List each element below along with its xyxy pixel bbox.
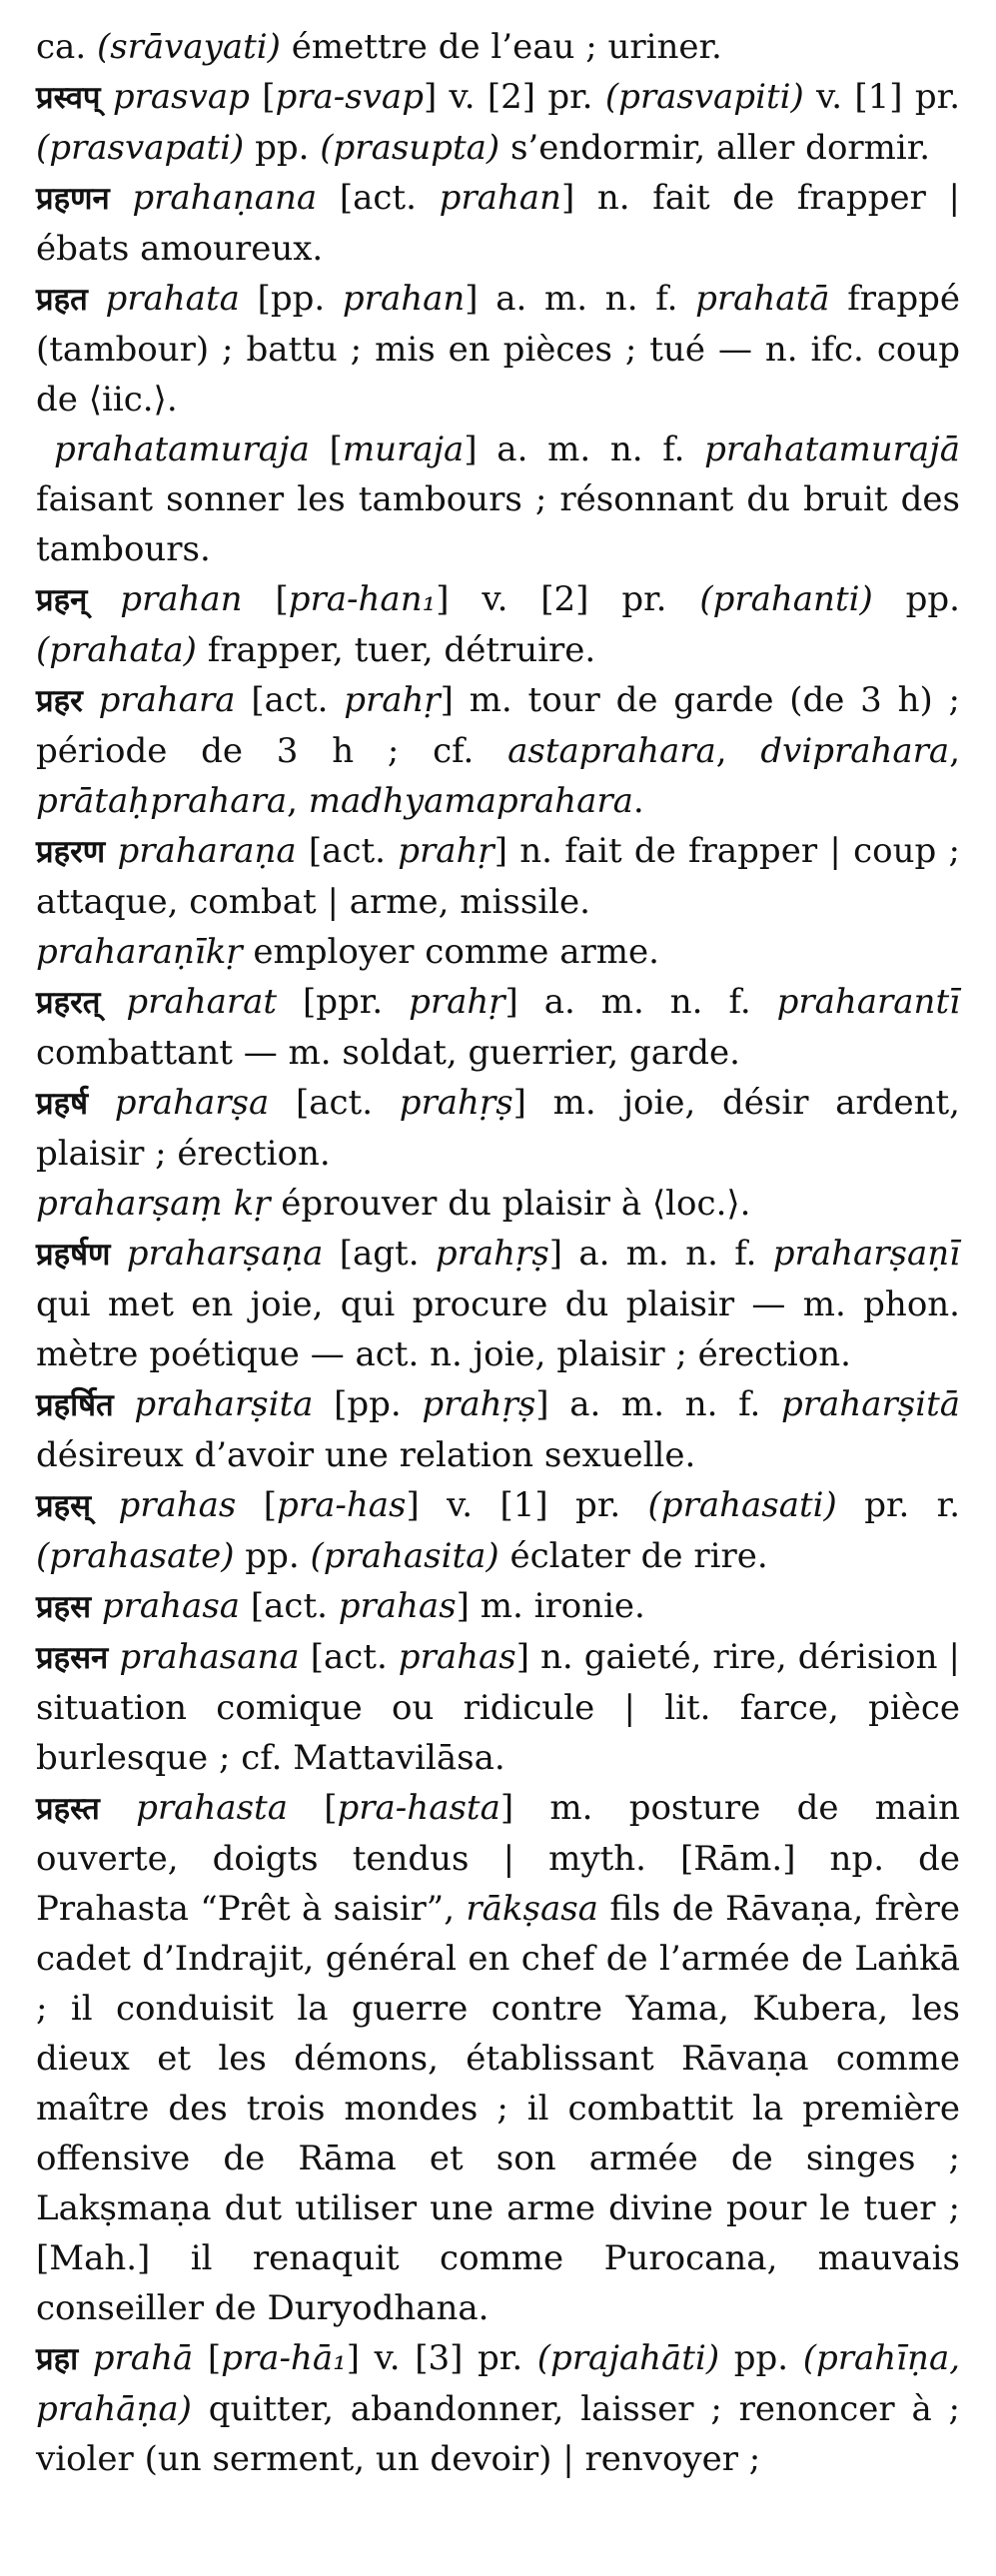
dictionary-entry: [36, 1783, 960, 2333]
italic-text: prahatamuraja: [54, 429, 310, 469]
italic-text: praharṣita: [134, 1384, 314, 1424]
headword-devanagari: प्रहरत्: [36, 985, 101, 1021]
entry-text: désireux d’avoir une relation sexuelle.: [36, 1435, 696, 1475]
headword-devanagari: प्रहत: [36, 282, 88, 318]
entry-text: pr. r.: [836, 1485, 961, 1525]
entry-text: [act.: [235, 680, 345, 720]
entry-text: quitter, abandonner, laisser ; renoncer à ; violer (un serment, un devoir) | renvoyer ;: [36, 2389, 960, 2479]
dictionary-entry: [36, 1179, 960, 1229]
italic-text: prahan: [342, 279, 466, 319]
dictionary-entry: [36, 1379, 960, 1480]
italic-text: prahan: [120, 579, 243, 619]
italic-text: prahṛ: [409, 982, 505, 1022]
italic-text: praharaṇīkṛ: [36, 932, 243, 972]
entry-text: [act.: [269, 1083, 400, 1123]
entry-text: [110, 1234, 126, 1274]
italic-text: prahṛṣ: [422, 1384, 536, 1424]
italic-text: muraja: [342, 429, 465, 469]
entry-text: ] n. fait de frapper | ébats amoureux.: [36, 178, 960, 269]
italic-text: prahā: [92, 2338, 194, 2378]
italic-text: (prajahāti): [536, 2338, 720, 2378]
italic-text: madhyamaprahara: [308, 781, 633, 821]
italic-text: prahan: [439, 178, 561, 218]
entry-text: ] m. posture de main ouverte, doigts tendus | myth. [Rām.] np. de Prahasta “Prêt à saisir”,: [36, 1788, 961, 1929]
headword-devanagari: प्रहरण: [36, 834, 106, 870]
dictionary-entry: [36, 927, 960, 977]
italic-text: pra-has: [277, 1485, 407, 1525]
italic-text: (prahīṇa, prahāṇa): [36, 2338, 961, 2429]
entry-text: fils de Rāvaṇa, frère cadet d’Indrajit, général en chef de l’armée de Laṅkā ; il conduisit la guerre contre Yama, Kubera, les dieux et les démons, établissant Rāvaṇa comme maître des trois mondes ; il combattit la première offensive de Rāma et son armée de singes ; Lakṣmaṇa dut utiliser une arme divine pour le tuer ; [Mah.] il renaquit comme Purocana, mauvais conseiller de Duryodhana.: [36, 1889, 960, 2328]
entry-text: faisant sonner les tambours ; résonnant du bruit des tambours.: [36, 479, 960, 569]
dictionary-entry: [36, 1229, 960, 1379]
entry-text: [act.: [317, 178, 440, 218]
entry-text: .: [632, 781, 644, 821]
dictionary-entry: [36, 2333, 960, 2484]
entry-text: ] n. fait de frapper | coup ; attaque, combat | arme, missile.: [36, 831, 960, 922]
dictionary-entry: [36, 1632, 960, 1783]
italic-text: (prasupta): [320, 128, 500, 168]
entry-text: [91, 1586, 102, 1626]
entry-text: pp.: [872, 579, 960, 619]
italic-text: prahasta: [136, 1788, 288, 1828]
italic-text: prahata: [105, 279, 240, 319]
entry-text: [act.: [299, 1637, 399, 1677]
dictionary-entry: [36, 977, 960, 1078]
italic-text: (prahasate): [36, 1536, 235, 1576]
italic-text: prahṛṣ: [399, 1083, 513, 1123]
italic-text: (prahanti): [699, 579, 873, 619]
headword-devanagari: प्रस्वप्: [36, 80, 101, 116]
entry-text: [100, 982, 126, 1022]
entry-text: [114, 1384, 135, 1424]
entry-text: [pp.: [239, 279, 343, 319]
entry-text: ] m. joie, désir ardent, plaisir ; érection.: [36, 1083, 960, 1174]
entry-text: [78, 2338, 93, 2378]
dictionary-entry: [36, 173, 960, 274]
entry-text: ] v. [3] pr.: [346, 2338, 537, 2378]
italic-text: praharantī: [776, 982, 960, 1022]
entry-text: v. [1] pr.: [803, 77, 961, 117]
headword-devanagari: प्रहस्त: [36, 1791, 100, 1827]
entry-text: [act.: [240, 1586, 339, 1626]
entry-text: ] a. m. n. f.: [548, 1234, 773, 1274]
italic-text: prahṛ: [344, 680, 441, 720]
entry-text: pp.: [234, 1536, 311, 1576]
entry-text: éprouver du plaisir à ⟨loc.⟩.: [270, 1184, 751, 1224]
entry-text: [pp.: [313, 1384, 423, 1424]
entry-text: [agt.: [323, 1234, 436, 1274]
italic-text: pra-hasta: [337, 1788, 500, 1828]
dictionary-entry: [36, 574, 960, 675]
italic-text: prātaḥprahara: [36, 781, 288, 821]
italic-text: pra-hā₁: [221, 2338, 347, 2378]
entry-text: [83, 680, 99, 720]
entry-text: frapper, tuer, détruire.: [196, 630, 596, 670]
entry-text: [: [309, 429, 343, 469]
dictionary-entry: [36, 72, 960, 173]
italic-text: (prasvapiti): [604, 77, 804, 117]
italic-text: prahṛṣ: [435, 1234, 549, 1274]
entry-text: [101, 77, 113, 117]
dictionary-entry: [36, 22, 960, 72]
entry-text: [108, 1637, 119, 1677]
entry-text: pp.: [719, 2338, 803, 2378]
italic-text: prahatamurajā: [704, 429, 960, 469]
italic-text: rākṣasa: [466, 1889, 598, 1929]
italic-text: (srāvayati): [96, 27, 281, 67]
entry-text: employer comme arme.: [242, 932, 659, 972]
headword-devanagari: प्रहर: [36, 683, 83, 719]
dictionary-entry: [36, 675, 960, 826]
entry-text: qui met en joie, qui procure du plaisir — m. phon. mètre poétique — act. n. joie, plaisir ; érection.: [36, 1285, 960, 1374]
entry-text: [: [193, 2338, 222, 2378]
entry-text: frappé (tambour) ; battu ; mis en pièces ; tué — n. ifc. coup de ⟨iic.⟩.: [36, 279, 960, 420]
entry-text: ] a. m. n. f.: [504, 982, 777, 1022]
entry-text: ,: [287, 781, 309, 821]
entry-text: ] a. m. n. f.: [465, 279, 696, 319]
dictionary-entry: [36, 1581, 960, 1632]
italic-text: (prahasati): [647, 1485, 837, 1525]
entry-text: ] a. m. n. f.: [464, 429, 705, 469]
headword-devanagari: प्रहस: [36, 1589, 92, 1625]
entry-text: [87, 579, 120, 619]
entry-text: s’endormir, aller dormir.: [499, 128, 931, 168]
headword-devanagari: प्रहणन: [36, 181, 110, 217]
italic-text: prahasa: [101, 1586, 241, 1626]
entry-text: ] v. [1] pr.: [406, 1485, 648, 1525]
italic-text: dviprahara: [760, 731, 950, 771]
entry-text: [88, 1083, 115, 1123]
sub-entry: [36, 425, 960, 574]
italic-text: (prahata): [36, 630, 197, 670]
italic-text: astaprahara: [507, 731, 716, 771]
entry-text: [110, 178, 133, 218]
italic-text: praharṣaṃ kṛ: [36, 1184, 271, 1224]
entry-text: pp.: [244, 128, 321, 168]
entry-text: ] n. gaieté, rire, dérision | situation comique ou ridicule | lit. farce, pièce burlesque ; cf. Mattavilāsa.: [36, 1637, 960, 1778]
italic-text: (prasvapati): [36, 128, 245, 168]
entry-text: ] m. tour de garde (de 3 h) ; période de 3 h ; cf.: [36, 680, 960, 771]
italic-text: pra-svap: [275, 77, 424, 117]
italic-text: prahṛ: [398, 831, 495, 871]
entry-text: combattant — m. soldat, guerrier, garde.: [36, 1033, 740, 1073]
italic-text: praharaṇa: [117, 831, 297, 871]
entry-text: ,: [949, 731, 960, 771]
dictionary-entry: [36, 1480, 960, 1581]
entry-text: ] v. [2] pr.: [436, 579, 700, 619]
entry-text: éclater de rire.: [498, 1536, 768, 1576]
entry-text: [88, 279, 106, 319]
headword-devanagari: प्रहसन: [36, 1640, 109, 1676]
headword-devanagari: प्रहर्षण: [36, 1237, 111, 1273]
italic-text: praharṣaṇa: [126, 1234, 324, 1274]
entry-text: [100, 1788, 136, 1828]
dictionary-entry: [36, 274, 960, 425]
italic-text: prahaṇana: [132, 178, 318, 218]
italic-text: prahara: [98, 680, 236, 720]
italic-text: pra-han₁: [288, 579, 437, 619]
entry-text: ,: [715, 731, 761, 771]
headword-devanagari: प्रहर्ष: [36, 1086, 89, 1122]
italic-text: praharṣaṇī: [772, 1234, 960, 1274]
entry-text: [105, 831, 117, 871]
italic-text: praharṣitā: [781, 1384, 960, 1424]
entry-text: [: [287, 1788, 338, 1828]
headword-devanagari: प्रहा: [36, 2341, 79, 2377]
entry-text: [: [236, 1485, 278, 1525]
italic-text: prahas: [398, 1637, 516, 1677]
italic-text: prahatā: [695, 279, 830, 319]
entry-text: émettre de l’eau ; uriner.: [280, 27, 722, 67]
entry-text: [: [242, 579, 289, 619]
dictionary-entry: [36, 1078, 960, 1179]
italic-text: praharṣa: [114, 1083, 270, 1123]
italic-text: prahas: [338, 1586, 457, 1626]
entry-text: [act.: [296, 831, 399, 871]
italic-text: (prahasita): [310, 1536, 499, 1576]
entry-text: ] v. [2] pr.: [423, 77, 605, 117]
dictionary-entry: [36, 826, 960, 927]
headword-devanagari: प्रहन्: [36, 582, 88, 618]
entry-text: ] m. ironie.: [456, 1586, 645, 1626]
entry-text: ca.: [36, 27, 97, 67]
entry-text: [: [249, 77, 276, 117]
italic-text: prasvap: [112, 77, 250, 117]
entry-text: [91, 1485, 118, 1525]
entry-text: [ppr.: [277, 982, 410, 1022]
headword-devanagari: प्रहस्: [36, 1488, 92, 1524]
italic-text: prahas: [118, 1485, 237, 1525]
italic-text: praharat: [126, 982, 278, 1022]
italic-text: prahasana: [119, 1637, 300, 1677]
entry-text: ] a. m. n. f.: [535, 1384, 782, 1424]
headword-devanagari: प्रहर्षित: [36, 1387, 114, 1423]
